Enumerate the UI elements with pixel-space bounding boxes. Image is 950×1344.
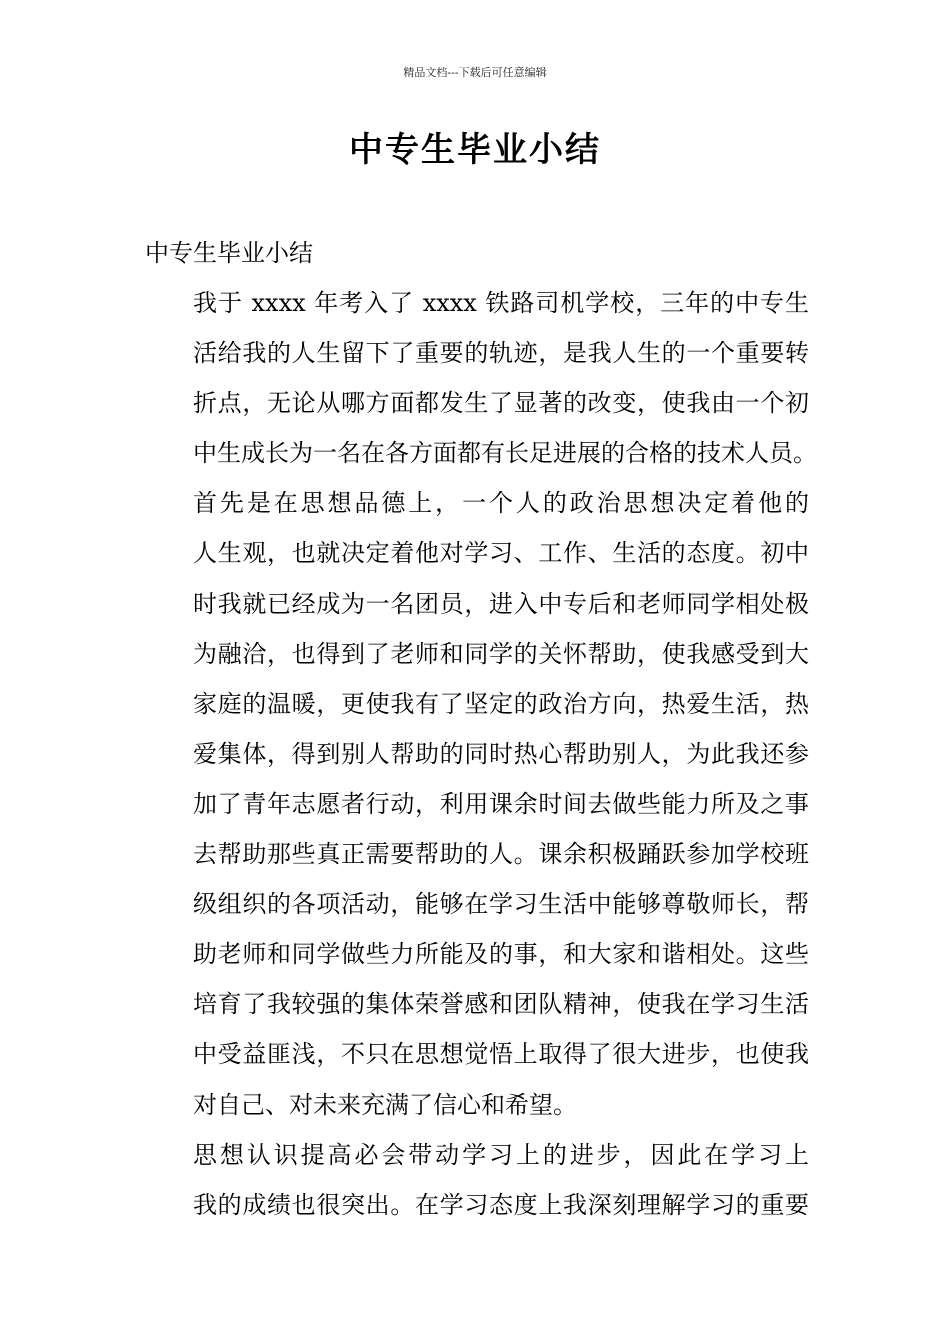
paragraph-line: 家庭的温暖，更使我有了坚定的政治方向，热爱生活，热 [193, 689, 809, 718]
paragraph-line: 加了青年志愿者行动，利用课余时间去做些能力所及之事 [193, 789, 809, 818]
paragraph-line: 折点，无论从哪方面都发生了显著的改变，使我由一个初 [193, 389, 809, 418]
paragraph-intro [145, 278, 817, 478]
paragraph-line: 助老师和同学做些力所能及的事，和大家和谐相处。这些 [193, 940, 809, 969]
document-title: 中专生毕业小结 [349, 130, 601, 170]
header-note: 精品文档---下载后可任意编辑 [403, 66, 547, 79]
paragraph-line: 人生观，也就决定着他对学习、工作、生活的态度。初中 [193, 539, 809, 568]
paragraph-line: 首先是在思想品德上，一个人的政治思想决定着他的 [193, 489, 809, 518]
document-subtitle: 中专生毕业小结 [145, 239, 313, 267]
paragraph-line: 级组织的各项活动，能够在学习生活中能够尊敬师长，帮 [193, 890, 809, 919]
document-body [145, 228, 817, 1230]
paragraph-line: 中受益匪浅，不只在思想觉悟上取得了很大进步，也使我 [193, 1040, 809, 1069]
paragraph-line: 去帮助那些真正需要帮助的人。课余积极踊跃参加学校班 [193, 840, 809, 869]
paragraph-line: 培育了我较强的集体荣誉感和团队精神，使我在学习生活 [193, 990, 809, 1019]
paragraph-line: 思想认识提高必会带动学习上的进步，因此在学习上 [193, 1140, 809, 1169]
paragraph-line: 我于 xxxx 年考入了 xxxx 铁路司机学校，三年的中专生 [193, 289, 809, 317]
paragraph-line: 对自己、对未来充满了信心和希望。 [193, 1090, 577, 1119]
paragraph-line: 活给我的人生留下了重要的轨迹，是我人生的一个重要转 [193, 339, 809, 368]
paragraph-ideology [145, 478, 809, 1129]
paragraph-line: 为融洽，也得到了老师和同学的关怀帮助，使我感受到大 [193, 639, 809, 668]
paragraph-study [145, 1130, 809, 1230]
paragraph-line: 中生成长为一名在各方面都有长足进展的合格的技术人员。 [193, 439, 817, 468]
paragraph-line: 我的成绩也很突出。在学习态度上我深刻理解学习的重要 [193, 1190, 809, 1219]
paragraph-line: 时我就已经成为一名团员，进入中专后和老师同学相处极 [193, 589, 809, 618]
paragraph-line: 爱集体，得到别人帮助的同时热心帮助别人，为此我还参 [193, 739, 809, 768]
